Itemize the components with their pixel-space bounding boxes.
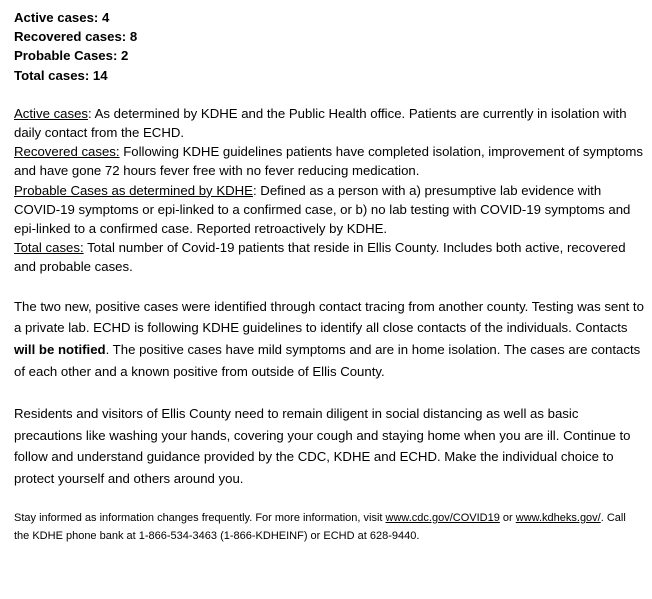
new-cases-paragraph: [14, 296, 644, 383]
footer-text: Stay informed as information changes frequently. For more information, visit: [14, 512, 386, 525]
paragraph-text: . The positive cases have mild symptoms and are in home isolation. The cases are contacts of each other and a known positive from outside of Ellis County.: [14, 342, 641, 380]
definition-term: Total cases:: [14, 240, 84, 256]
definitions: [14, 104, 644, 277]
footer-text: . Call the KDHE phone bank at 1-866-534-3463 (1-866-KDHEINF) or ECHD at 628-9440.: [14, 512, 626, 543]
kdheks-link[interactable]: www.kdheks.gov/: [515, 512, 601, 525]
active-cases-count: Active cases: 4: [14, 10, 110, 25]
total-cases-count: Total cases: 14: [14, 67, 108, 83]
definition-text: : Defined as a person with a) presumptive lab evidence with COVID-19 symptoms or epi-linked to a confirmed case, or b) no lab testing with COVID-19 symptoms and epi-linked to a confirmed case. Reported retroactively by KDHE.: [14, 182, 631, 237]
definition-total: [14, 238, 644, 276]
cdc-link[interactable]: www.cdc.gov/COVID19: [385, 512, 500, 525]
definition-text: : As determined by KDHE and the Public Health office. Patients are currently in isolation with daily contact from the ECHD.: [14, 105, 627, 141]
definition-recovered: [14, 142, 644, 180]
probable-cases-count: Probable Cases: 2: [14, 48, 129, 64]
definition-text: Following KDHE guidelines patients have completed isolation, improvement of symptoms and have gone 72 hours fever free with no fever reducing medication.: [14, 144, 643, 179]
definition-term: Active cases: [14, 105, 89, 121]
footer-text: or: [499, 512, 516, 525]
definition-text: Total number of Covid-19 patients that reside in Ellis County. Includes both active, recovered and probable cases.: [14, 240, 626, 275]
recovered-cases-count: Recovered cases: 8: [14, 29, 138, 45]
footer-note: [14, 509, 644, 545]
definition-active: [14, 104, 644, 142]
guidance-paragraph: Residents and visitors of Ellis County need to remain diligent in social distancing as well as basic precautions like washing your hands, covering your cough and staying home when you are ill. Continue to follow and understand guidance provided by the CDC, KDHE and ECHD. Make the individual choice to protect yourself and others around you.: [14, 405, 631, 487]
paragraph-text: The two new, positive cases were identified through contact tracing from another county. Testing was sent to a private lab. ECHD is following KDHE guidelines to identify all close contacts of the individuals. Contacts: [14, 298, 644, 336]
emphasis-text: will be notified: [14, 342, 106, 358]
definition-term: Recovered cases:: [14, 144, 120, 160]
definition-probable: [14, 181, 644, 239]
document-page: [14, 8, 644, 545]
definition-term: Probable Cases as determined by KDHE: [14, 182, 253, 198]
case-stats: [14, 8, 644, 85]
